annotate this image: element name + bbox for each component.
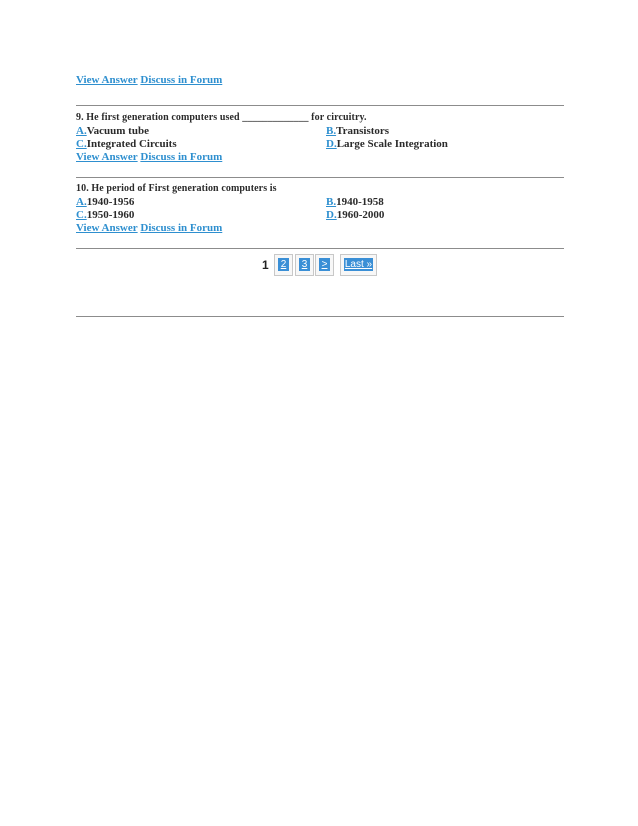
- divider: [76, 177, 564, 178]
- discuss-forum-link[interactable]: Discuss in Forum: [140, 222, 223, 234]
- option-letter[interactable]: A.: [76, 125, 87, 137]
- question-links: [76, 222, 564, 235]
- option-a[interactable]: [76, 125, 149, 138]
- option-d[interactable]: [326, 209, 384, 222]
- discuss-forum-link[interactable]: Discuss in Forum: [140, 74, 223, 86]
- option-b[interactable]: [326, 196, 384, 209]
- view-answer-link[interactable]: View Answer: [76, 74, 138, 86]
- next-page-label[interactable]: >: [319, 258, 330, 271]
- options: [76, 125, 564, 151]
- current-page: 1: [262, 258, 269, 272]
- option-letter[interactable]: C.: [76, 209, 87, 221]
- option-value: 1950-1960: [86, 209, 135, 221]
- option-letter[interactable]: D.: [326, 138, 337, 150]
- option-value: Transistors: [336, 125, 390, 137]
- divider: [76, 248, 564, 249]
- option-c[interactable]: [76, 209, 134, 222]
- question-text: 9. He first generation computers used _____________ for circuitry.: [76, 112, 367, 123]
- view-answer-link[interactable]: View Answer: [76, 151, 138, 163]
- option-a[interactable]: [76, 196, 134, 209]
- page-3-label[interactable]: 3: [299, 258, 310, 271]
- last-page-label[interactable]: Last »: [344, 259, 373, 270]
- view-answer-link[interactable]: View Answer: [76, 222, 138, 234]
- option-value: Integrated Circuits: [86, 138, 177, 150]
- question-text: 10. He period of First generation computers is: [76, 183, 277, 194]
- option-letter[interactable]: D.: [326, 209, 337, 221]
- question-links: [76, 151, 564, 164]
- question-10: [76, 182, 564, 235]
- option-value: 1940-1958: [336, 196, 384, 208]
- option-c[interactable]: [76, 138, 177, 151]
- next-page-button[interactable]: [315, 254, 334, 276]
- options: [76, 196, 564, 222]
- divider: [76, 105, 564, 106]
- option-d[interactable]: [326, 138, 448, 151]
- question-9: [76, 111, 564, 164]
- discuss-forum-link[interactable]: Discuss in Forum: [140, 151, 223, 163]
- option-b[interactable]: [326, 125, 389, 138]
- option-value: Large Scale Integration: [336, 138, 448, 150]
- option-letter[interactable]: C.: [76, 138, 87, 150]
- option-letter[interactable]: B.: [326, 125, 337, 137]
- last-page-button[interactable]: [340, 254, 377, 276]
- option-value: Vacuum tube: [86, 125, 149, 137]
- divider: [76, 316, 564, 317]
- prev-question-links: [76, 74, 222, 86]
- page-2-button[interactable]: [274, 254, 293, 276]
- page-2-label[interactable]: 2: [278, 258, 289, 271]
- option-value: 1940-1956: [86, 196, 135, 208]
- option-letter[interactable]: B.: [326, 196, 337, 208]
- option-value: 1960-2000: [336, 209, 385, 221]
- page-3-button[interactable]: [295, 254, 314, 276]
- option-letter[interactable]: A.: [76, 196, 87, 208]
